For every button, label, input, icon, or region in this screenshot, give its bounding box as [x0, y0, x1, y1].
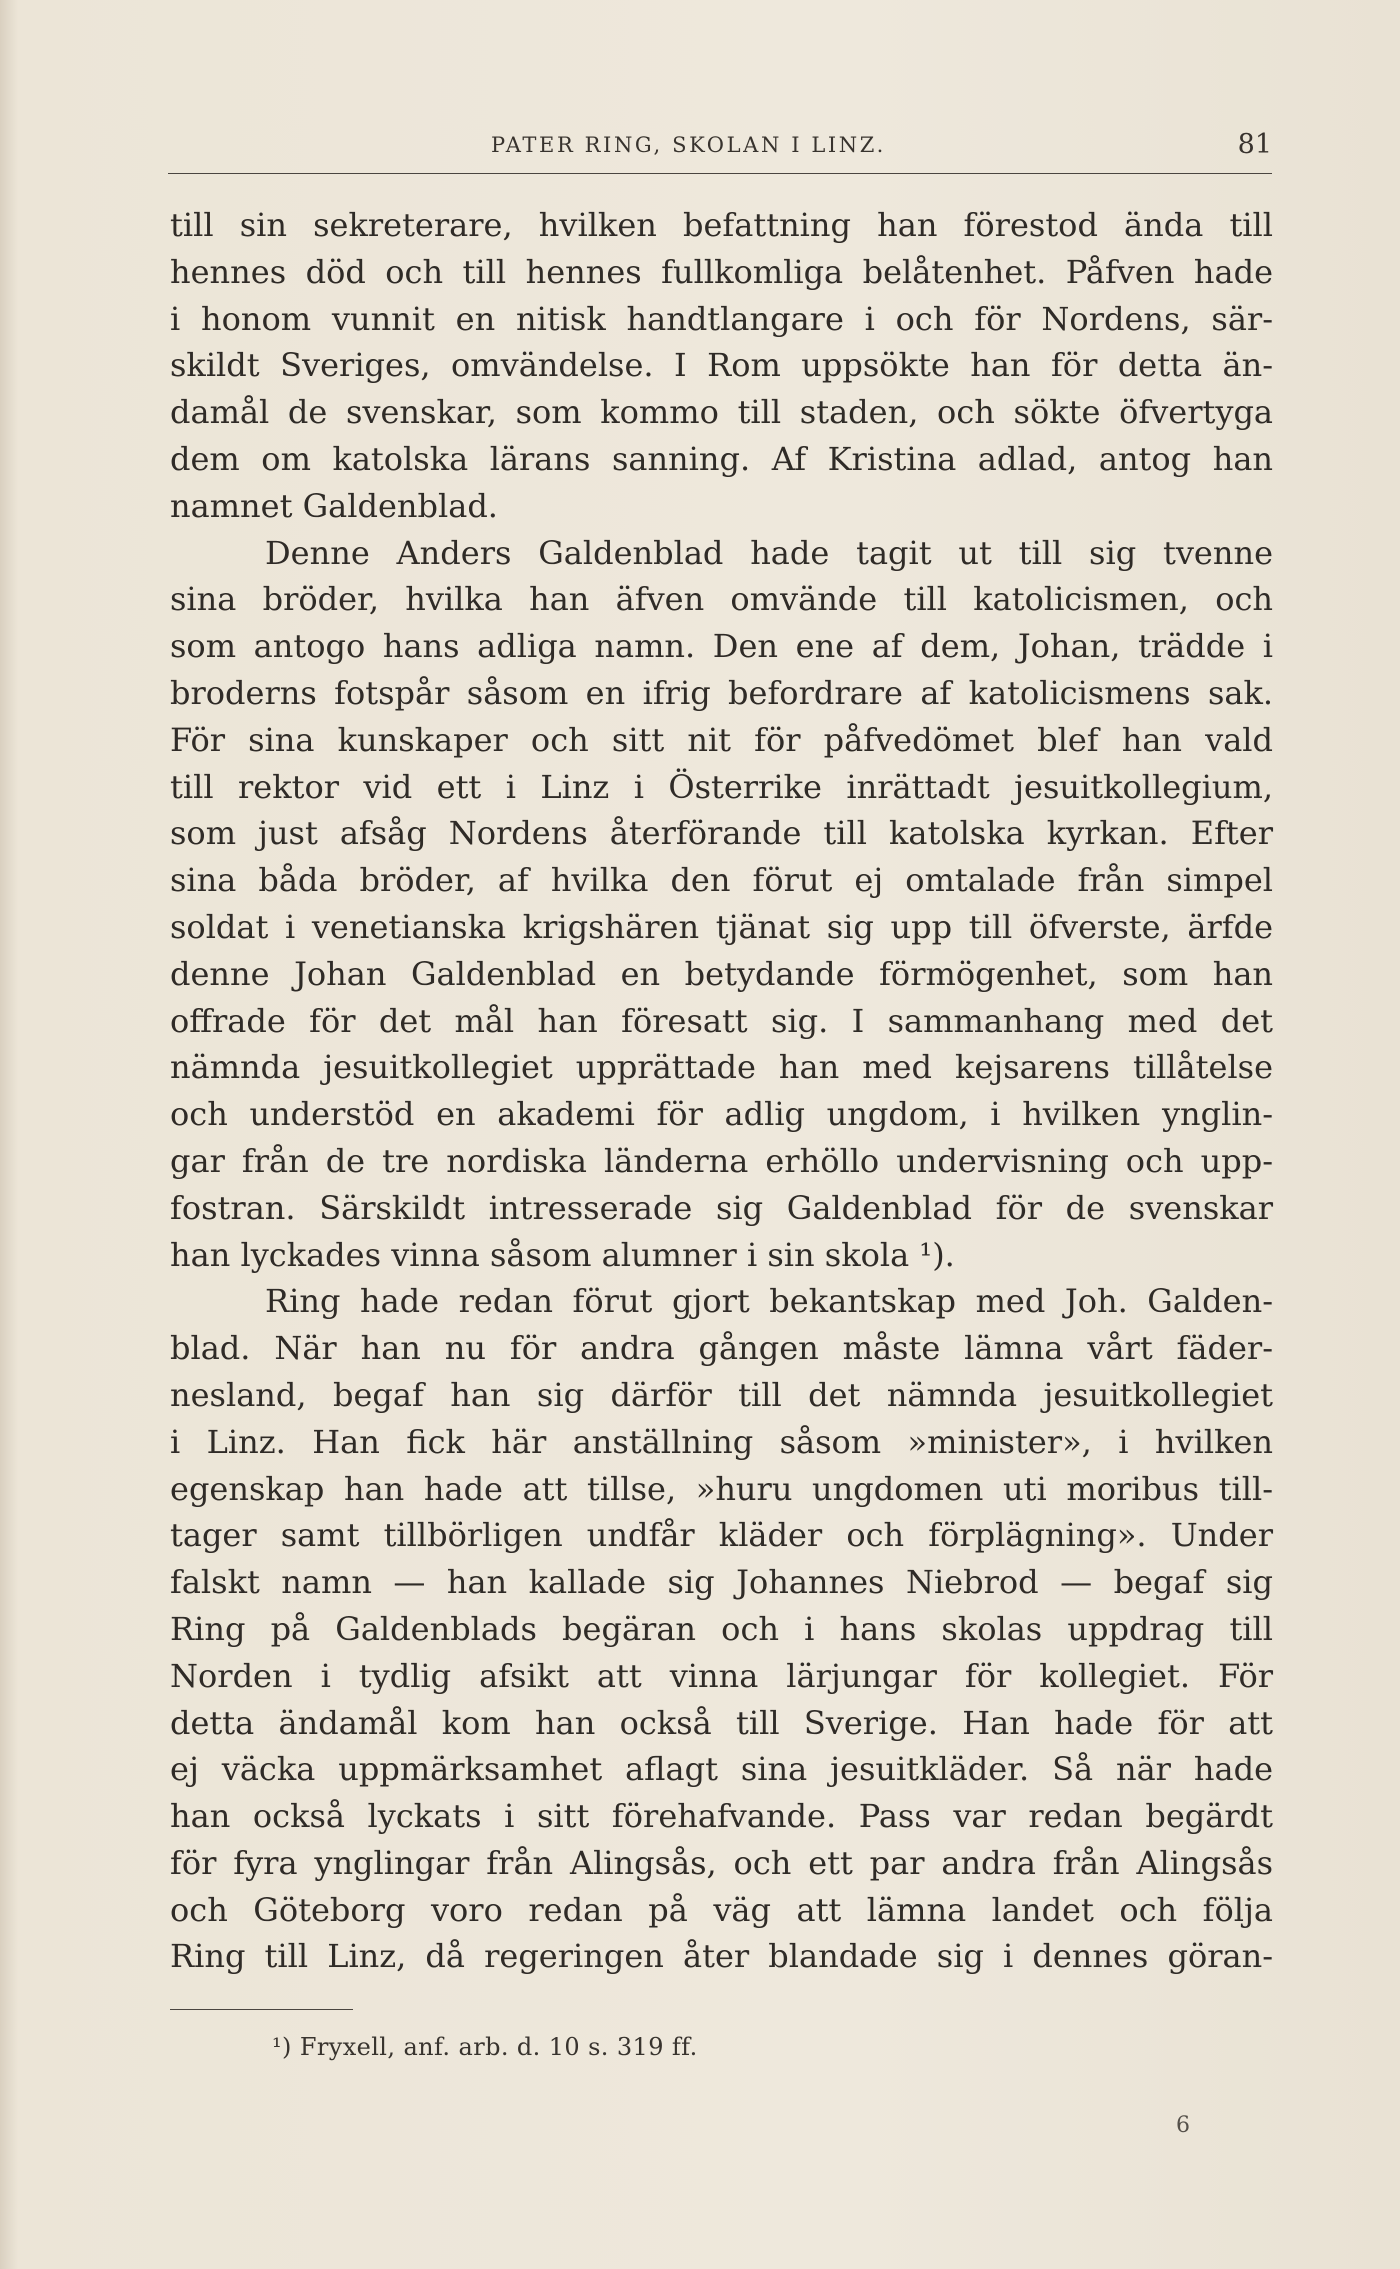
text-line: skildt Sveriges, omvändelse. I Rom uppsökte han för detta än-: [170, 346, 1273, 385]
footnote: ¹) Fryxell, anf. arb. d. 10 s. 319 ff.: [272, 2033, 698, 2061]
text-line: gar från de tre nordiska länderna erhöllo undervisning och upp-: [170, 1141, 1273, 1180]
text-line: Ring hade redan förut gjort bekantskap med Joh. Galden-: [265, 1282, 1273, 1321]
text-line: för fyra ynglingar från Alingsås, och ett par andra från Alingsås: [170, 1843, 1273, 1882]
text-line: han också lyckats i sitt förehafvande. Pass var redan begärdt: [170, 1797, 1273, 1836]
text-line: soldat i venetianska krigshären tjänat sig upp till öfverste, ärfde: [170, 907, 1273, 946]
text-line: i Linz. Han fick här anställning såsom »minister», i hvilken: [170, 1422, 1273, 1461]
text-line: sina båda bröder, af hvilka den förut ej omtalade från simpel: [170, 861, 1273, 900]
text-line: broderns fotspår såsom en ifrig befordrare af katolicismens sak.: [170, 673, 1273, 712]
text-line: till sin sekreterare, hvilken befattning han förestod ända till: [170, 206, 1273, 244]
text-line: hennes död och till hennes fullkomliga belåtenhet. Påfven hade: [170, 252, 1273, 291]
page-number: 81: [1237, 129, 1272, 160]
text-line: egenskap han hade att tillse, »huru ungdomen uti moribus till-: [170, 1469, 1273, 1508]
text-line: offrade för det mål han föresatt sig. I sammanhang med det: [170, 1001, 1273, 1040]
text-line: till rektor vid ett i Linz i Österrike inrättadt jesuitkollegium,: [170, 767, 1273, 806]
text-line: För sina kunskaper och sitt nit för påfvedömet blef han vald: [170, 720, 1273, 759]
text-line: och Göteborg voro redan på väg att lämna landet och följa: [170, 1890, 1273, 1929]
text-line: damål de svenskar, som kommo till staden, och sökte öfvertyga: [170, 393, 1273, 432]
text-line: i honom vunnit en nitisk handtlangare i och för Nordens, sär-: [170, 299, 1273, 338]
text-line: som just afsåg Nordens återförande till katolska kyrkan. Efter: [170, 814, 1273, 853]
text-line: namnet Galdenblad.: [170, 486, 498, 525]
signature-mark: 6: [1176, 2113, 1190, 2138]
text-line: Norden i tydlig afsikt att vinna lärjungar för kollegiet. För: [170, 1656, 1273, 1695]
text-line: och understöd en akademi för adlig ungdom, i hvilken ynglin-: [170, 1095, 1273, 1134]
body-text: [170, 202, 1273, 1980]
text-line: dem om katolska lärans sanning. Af Kristina adlad, antog han: [170, 439, 1273, 478]
text-line: sina bröder, hvilka han äfven omvände till katolicismen, och: [170, 580, 1273, 619]
text-line: nesland, begaf han sig därför till det nämnda jesuitkollegiet: [170, 1375, 1273, 1414]
text-line: han lyckades vinna såsom alumner i sin skola ¹).: [170, 1235, 955, 1274]
text-line: nämnda jesuitkollegiet upprättade han med kejsarens tillåtelse: [170, 1048, 1273, 1087]
text-line: detta ändamål kom han också till Sverige. Han hade för att: [170, 1703, 1273, 1742]
text-line: blad. När han nu för andra gången måste lämna vårt fäder-: [170, 1329, 1273, 1368]
text-line: ej väcka uppmärksamhet aflagt sina jesuitkläder. Så när hade: [170, 1750, 1273, 1789]
text-line: fostran. Särskildt intresserade sig Galdenblad för de svenskar: [170, 1188, 1273, 1227]
text-line: som antogo hans adliga namn. Den ene af dem, Johan, trädde i: [170, 627, 1273, 666]
page-header: [168, 129, 1272, 174]
text-line: falskt namn — han kallade sig Johannes Niebrod — begaf sig: [170, 1563, 1273, 1602]
text-line: tager samt tillbörligen undfår kläder och förplägning». Under: [170, 1516, 1273, 1555]
footnote-divider: [170, 2009, 353, 2010]
text-line: denne Johan Galdenblad en betydande förmögenhet, som han: [170, 954, 1273, 993]
text-line: Ring till Linz, då regeringen åter blandade sig i dennes göran-: [170, 1937, 1273, 1976]
running-title: PATER RING, SKOLAN I LINZ.: [491, 133, 886, 157]
text-line: Denne Anders Galdenblad hade tagit ut till sig tvenne: [265, 533, 1273, 572]
text-line: Ring på Galdenblads begäran och i hans skolas uppdrag till: [170, 1609, 1273, 1648]
